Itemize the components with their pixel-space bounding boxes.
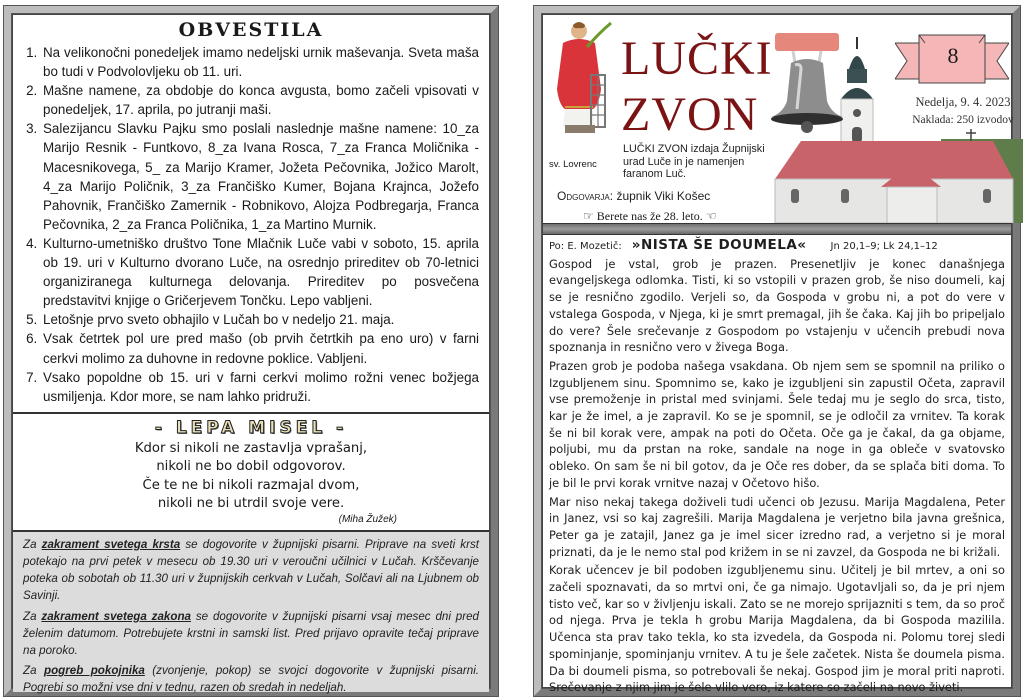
sacrament-funeral: [23, 662, 479, 696]
quote-author: (Miha Žužek): [338, 513, 397, 525]
notices-list: [23, 43, 479, 406]
article-title: »NISTA ŠE DOUMELA«: [631, 237, 807, 253]
article-paragraph: Mar niso nekaj takega doživeli tudi učenci ob Jezusu. Marija Magdalena, Peter in Janez, vsi so kaj zagrešili. Marija Magdalena je verjetno bila javna grešnica, Peter ga je zatajil, Janez ga je imel sicer izredno rad, a verjetno si je moral priznati, da je le nemo stal pod križem in se ni zavzel, da Gospoda ne bi križali.: [549, 494, 1005, 559]
print-run: Naklada: 250 izvodov: [912, 114, 1014, 126]
header-divider: [543, 223, 1011, 235]
sacrament-name: pogreb pokojnika: [43, 664, 145, 678]
sacrament-baptism: [23, 536, 479, 605]
quote-line: Če te ne bi nikoli razmajal dvom,: [142, 477, 360, 493]
article-paragraph: Prazen grob je podoba našega vsakdana. Ob njem sem se spomnil na priliko o Izgubljenem sinu. Spomnimo se, kako je izgubljeni sin zapustil Očeta, zapravil vse premoženje in pristal med svinjami. Šele tedaj mu je seglo do srca, tisto, kar je že imel, a je zapravil. Ko se je spomnil, se je odločil za vrnitev. Ta korak še ni bil korak vere, ampak na poti do Očeta. Oče ga je čakal, da ga objame, poljubi, mu da prstan na roke, sandale na noge in ga obleče v svatovsko obleko. On sam še ni bil gotov, da je Oče res dober, da se splača biti doma. To je bil le prvi korak vrnitve nazaj v Očetovo hišo.: [549, 358, 1005, 490]
right-page-content: [542, 14, 1014, 695]
text: Za: [23, 664, 44, 678]
quote-line: Kdor si nikoli ne zastavlja vprašanj,: [134, 440, 368, 456]
publisher-line: faranom Luč.: [623, 168, 687, 180]
text: Za: [23, 609, 42, 623]
article-header: [549, 237, 1005, 256]
issue-date: Nedelja, 9. 4. 2023: [915, 95, 1011, 109]
notice-item: 1. Na velikonočni ponedeljek imamo nedeljski urnik maševanja. Sveta maša bo tudi v Podvolovljeku ob 11. uri.: [41, 43, 479, 81]
article-reference: Jn 20,1–9; Lk 24,1–12: [830, 241, 938, 252]
sacraments-box: [13, 530, 489, 695]
publisher-line: urad Luče in je namenjen: [623, 155, 745, 168]
responsible-name: župnik Viki Košec: [616, 189, 711, 203]
text: Za: [23, 537, 42, 551]
right-page: [534, 6, 1020, 696]
lepa-misel-title: - LEPA MISEL -: [154, 417, 348, 438]
responsible-editor: [557, 189, 710, 203]
reading-years: [583, 209, 717, 224]
notice-item: 2. Mašne namene, za obdobje do konca avgusta, bomo začeli vpisovati v ponedeljek, 17. aprila, po jutranji maši.: [41, 81, 479, 119]
sacrament-name: zakrament svetega krsta: [41, 537, 181, 551]
pointing-hand-left-icon: ☜: [705, 209, 717, 223]
article-paragraph: Gospod je vstal, grob je prazen. Presenetljiv je konec današnjega evangeljskega odlomka. Tisti, ki so vstopili v prazen grob, še niso doumeli, kaj se je resnično zgodilo. Verjeli so, da Gospoda v grobu ni, a pot do vere v vstalega Gospoda, v Njega, ki je smrt premagal, jih še čaka. Kaj jih bo pripeljalo do vere? Šele srečevanje z Gospodom po vstajenju v učencih prebudi nova spoznanja in resnično vero v živega Boga.: [549, 256, 1005, 355]
lepa-misel-section: [13, 412, 489, 527]
issue-number: 8: [947, 43, 959, 68]
notice-item: 4. Kulturno-umetniško društvo Tone Mlačnik Luče vabi v soboto, 15. aprila ob 19. uri v Kulturno dvorano Luče, na osrednjo prireditev ob 70-letnici organiziranega kulturnega delovanja. Prireditev po posvečena predstavitvi knjige o Gričerjevem Tončku. Lepo vabljeni.: [41, 234, 479, 310]
sacrament-name: zakrament svetega zakona: [41, 609, 191, 623]
notice-item: 7. Vsako popoldne ob 15. uri v farni cerkvi molimo rožni venec božjega usmiljenja. Kdor more, se nam lahko pridruži.: [41, 368, 479, 406]
left-page-content: [12, 14, 490, 695]
publisher-info: [623, 143, 765, 181]
notices-title: OBVESTILA: [178, 19, 324, 41]
notice-item: 3. Salezijancu Slavku Pajku smo poslali naslednje mašne namene: 10_za Marijo Resnik - Funtkovo, 8_za Ivana Rosca, 7_za Franca Moličnika - Macesnikovega, 5_ za Marijo Kramer, Jožeta Pečovnika, Jožico Marolt, 4_za Marijo Poličnik, 3_za Frančiško Kumer, Bojana Krajnca, Jožefo Pahovnik, Frančiško Zamernik - Robnikovo, Alojza Podbregarja, Franca Pečovnika, 2_za Franca Poličnika, 1_za Martino Murnik.: [41, 119, 479, 234]
article-author: Po: E. Mozetič:: [549, 241, 622, 252]
quote-line: nikoli ne bo dobil odgovorov.: [156, 459, 346, 475]
reading-years-text: Berete nas že 28. leto.: [596, 209, 703, 223]
responsible-label: Odgovarja:: [557, 189, 614, 203]
saint-lawrence-statue-image: [549, 19, 619, 135]
newsletter-title-line2: ZVON: [621, 88, 759, 141]
text: se dogovorite v župnijski pisarni. Priprave na sveti krst potekajo na prvi petek v mesecu ob 19.30 uri v veroučni učilnici v Lučah. Krščevanje poteka ob sobotah ob 11.30 uri v župnijskih cerkvah v Lučah, Solčavi ali na Ljubnem ob Savinji.: [23, 537, 479, 603]
sacrament-marriage: [23, 608, 479, 660]
article: [549, 237, 1005, 698]
newsletter-title-line1: LUČKI: [621, 32, 773, 85]
article-paragraph: Korak učencev je bil podoben izgubljenemu sinu. Učitelj je bil mrtev, a oni so začeli spoznavati, da so mrtvi oni, če ga nimajo. Ugotavljali so, da je pri njem tisto več, kar so v življenju iskali. Zato se ne morejo sprijazniti s tem, da so proč od njega. Prva je tekla h grobu Marija Magdalena, da bi Gospoda mazilila. Učenca sta prav tako tekla, ko sta izvedela, da Gospoda ni. Polomu torej sledi spominjanje, spominjanju vrnitev. A tu je šele začetek. Nista še doumela pisma. Da bi doumeli pisma, so potrebovali še nekaj. Gospod jim je moral priti naproti. Srečevanje z njim jim je šele vlilo vero, iz katere so začeli na novo živeti.: [549, 563, 1005, 695]
quote-line: nikoli ne bi utrdil svoje vere.: [157, 496, 345, 512]
notice-item: 5. Letošnje prvo sveto obhajilo v Lučah bo v nedeljo 21. maja.: [41, 310, 479, 329]
publisher-line: LUČKI ZVON izdaja Župnijski: [623, 143, 765, 155]
left-page: [4, 6, 498, 696]
saint-label: sv. Lovrenc: [549, 159, 597, 170]
notice-item: 6. Vsak četrtek pol ure pred mašo (ob prvih četrtkih pa eno uro) v farni cerkvi molimo za duhovne in redovne poklice. Vabljeni.: [41, 329, 479, 367]
bell-icon: [767, 29, 847, 135]
masthead: [543, 15, 1014, 223]
text: se dogovorite v župnijski pisarni vsaj mesec dni pred želenim datumom. Potrebujete krstni in samski list. Pred prijavo opravite tečaj priprave na poroko.: [23, 609, 480, 657]
text: (zvonjenje, pokop) se svojci dogovorite v župnijski pisarni. Pogrebi so možni vse dni v tednu, razen ob sredah in nedeljah.: [23, 664, 479, 695]
pointing-hand-right-icon: ☞: [583, 209, 594, 223]
